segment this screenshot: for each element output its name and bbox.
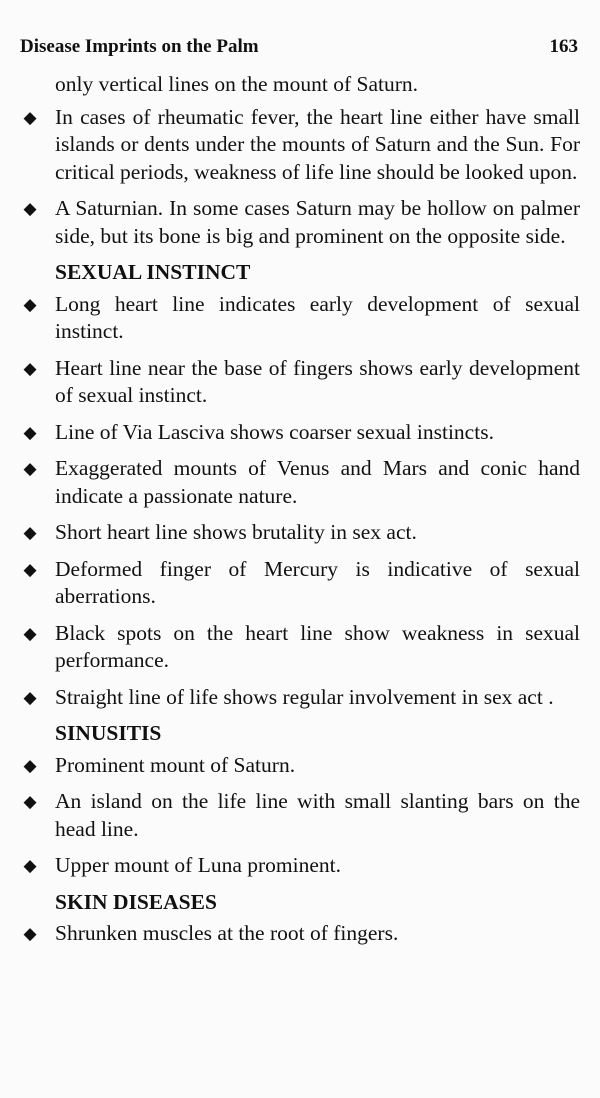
bullet-text: An island on the life line with small slanting bars on the head line.: [55, 789, 580, 841]
bullet-text: Upper mount of Luna prominent.: [55, 853, 342, 877]
diamond-bullet-icon: ◆: [23, 199, 37, 218]
bullet-text: Prominent mount of Saturn.: [55, 752, 296, 777]
page-number: 163: [549, 36, 578, 57]
bullet-item: [20, 920, 580, 948]
bullet-item: [20, 104, 580, 187]
bullet-text: Black spots on the heart line show weakness in sexual performance.: [55, 620, 580, 672]
page-body: [20, 71, 580, 957]
chapter-title: Disease Imprints on the Palm: [20, 36, 259, 57]
diamond-bullet-icon: ◆: [23, 687, 37, 707]
bullet-item: [20, 195, 580, 250]
section-heading-sexual-instinct: SEXUAL INSTINCT: [55, 260, 251, 284]
bullet-text: Exaggerated mounts of Venus and Mars and conic hand indicate a passionate nature.: [55, 456, 580, 508]
bullet-text: Long heart line indicates early development of sexual instinct.: [55, 291, 580, 343]
bullet-text: In cases of rheumatic fever, the heart line either have small islands or dents under the mounts of Saturn and the Sun. For critical periods, weakness of life line should be looked upon.: [55, 104, 580, 184]
diamond-bullet-icon: ◆: [23, 107, 37, 127]
bullet-text: Shrunken muscles at the root of fingers.: [55, 921, 399, 945]
bullet-item: [20, 852, 580, 880]
diamond-bullet-icon: ◆: [23, 523, 37, 542]
diamond-bullet-icon: ◆: [23, 294, 37, 314]
bullet-item: [20, 752, 580, 780]
diamond-bullet-icon: ◆: [23, 358, 37, 378]
bullet-text: Heart line near the base of fingers shows early development of sexual instinct.: [55, 355, 580, 407]
diamond-bullet-icon: ◆: [23, 559, 37, 579]
bullet-item: [20, 519, 580, 547]
bullet-text: Straight line of life shows regular involvement in sex act .: [55, 684, 554, 709]
bullet-text: Deformed finger of Mercury is indicative of sexual aberrations.: [55, 556, 580, 608]
diamond-bullet-icon: ◆: [23, 422, 37, 442]
bullet-item: [20, 684, 580, 712]
diamond-bullet-icon: ◆: [23, 755, 37, 775]
bullet-item: [20, 556, 580, 611]
bullet-text: A Saturnian. In some cases Saturn may be hollow on palmer side, but its bone is big and prominent on the opposite side.: [55, 196, 580, 248]
bullet-item: [20, 455, 580, 510]
diamond-bullet-icon: ◆: [23, 856, 37, 875]
section-heading-skin-diseases: SKIN DISEASES: [55, 889, 217, 914]
bullet-item: [20, 355, 580, 410]
bullet-item: [20, 788, 580, 843]
bullet-item: [20, 291, 580, 346]
bullet-text: Line of Via Lasciva shows coarser sexual instincts.: [55, 419, 494, 444]
bullet-item: [20, 419, 580, 447]
running-header: [20, 36, 578, 60]
diamond-bullet-icon: ◆: [23, 459, 37, 478]
bullet-text: Short heart line shows brutality in sex act.: [55, 520, 417, 544]
diamond-bullet-icon: ◆: [23, 623, 37, 643]
bullet-item: [20, 620, 580, 675]
continued-text: only vertical lines on the mount of Saturn.: [55, 72, 419, 96]
section-heading-sinusitis: SINUSITIS: [55, 721, 162, 745]
diamond-bullet-icon: ◆: [23, 924, 37, 943]
diamond-bullet-icon: ◆: [23, 792, 37, 811]
